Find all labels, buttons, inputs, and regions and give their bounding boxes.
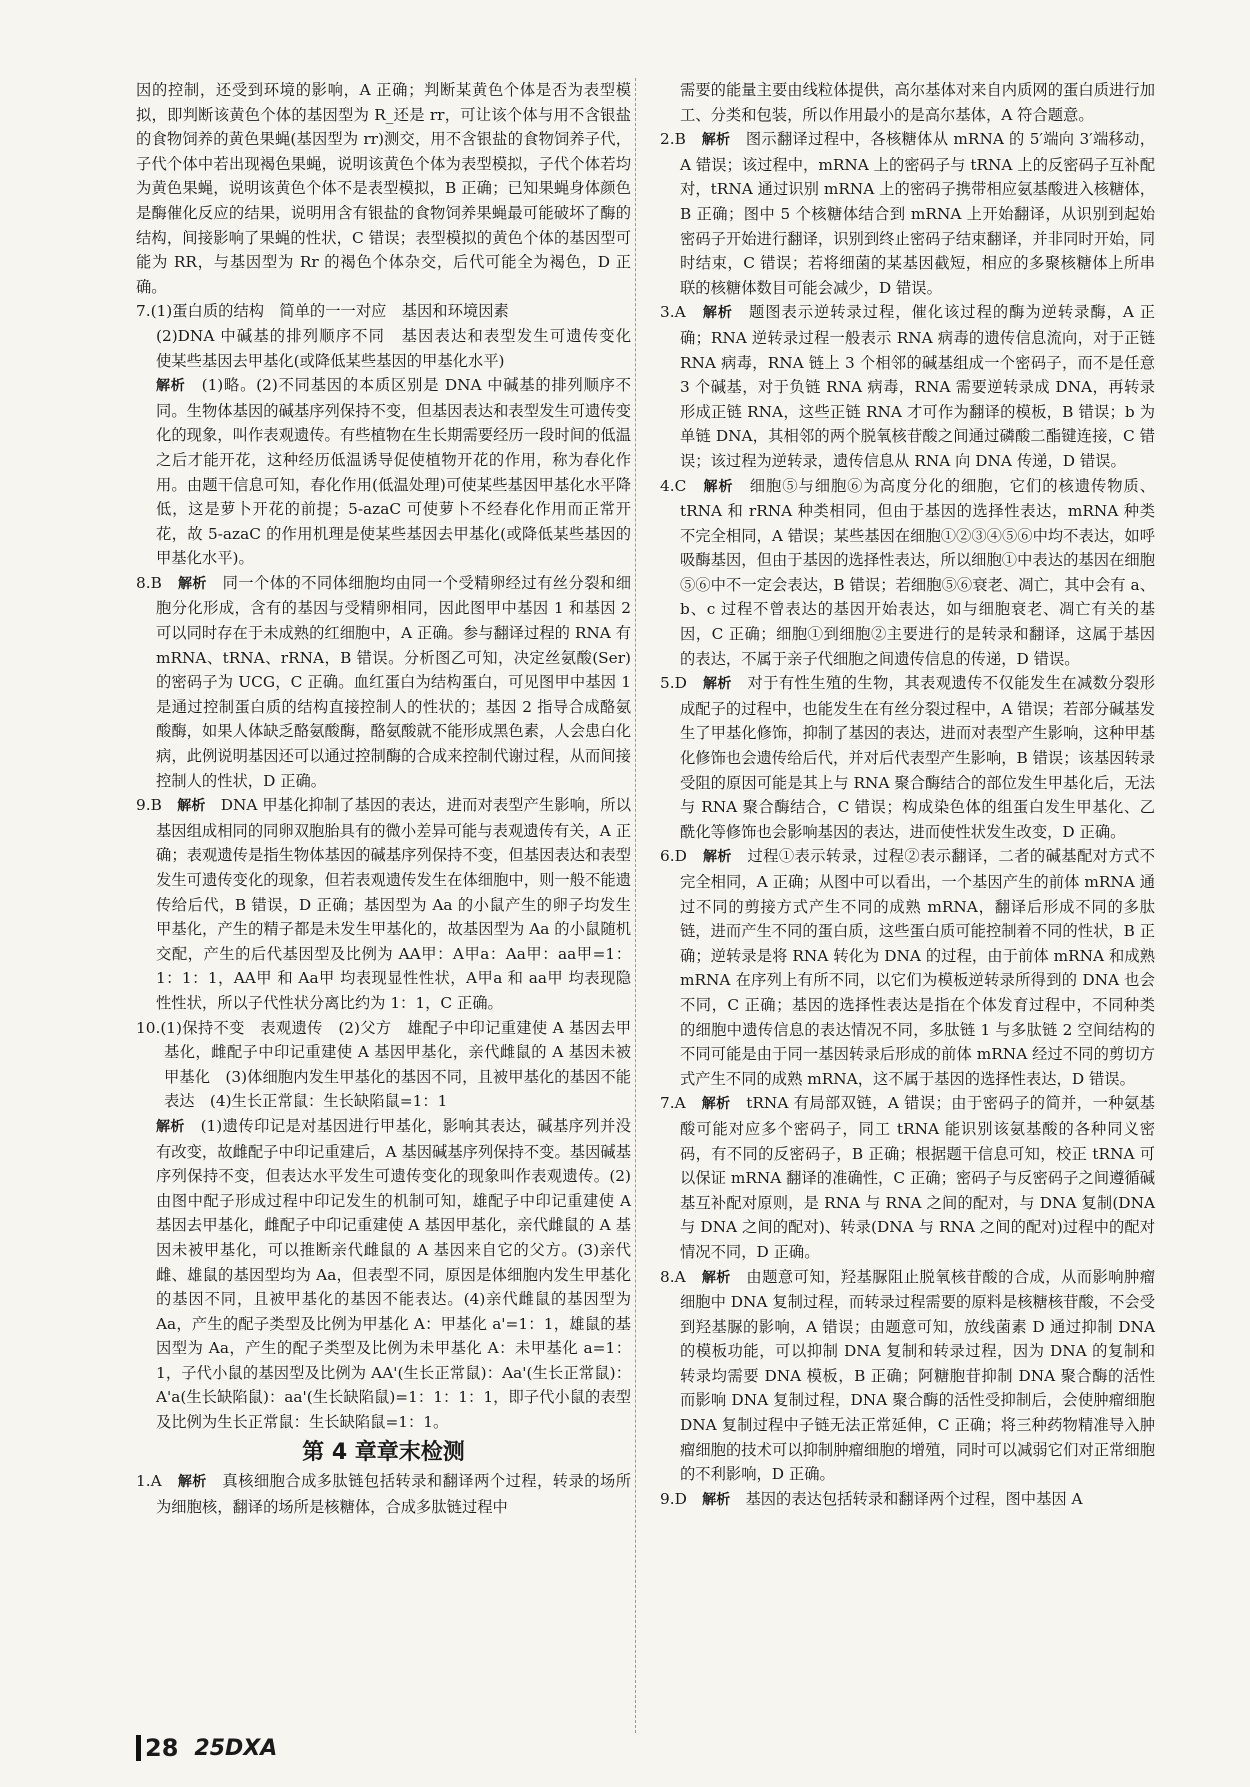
page-footer	[136, 1734, 277, 1762]
analysis-label: 解析	[177, 798, 206, 815]
analysis-label: 解析	[701, 1096, 731, 1113]
left-column	[136, 78, 647, 1519]
paragraph	[136, 78, 631, 299]
analysis-label: 解析	[156, 1118, 185, 1135]
section-title	[136, 1441, 631, 1466]
analysis-label: 解析	[178, 575, 207, 592]
answer-label: 9.D	[660, 1489, 703, 1508]
paragraph-text: 7.(1)蛋白质的结构 简单的一一对应 基因和环境因素	[136, 302, 509, 321]
answer-label: 7.A	[660, 1094, 702, 1113]
paragraph-text: 真核细胞合成多肽链包括转录和翻译两个过程，转录的场所为细胞核，翻译的场所是核糖体，合成多肽链过程中	[156, 1472, 631, 1516]
paragraph-text: (2)DNA 中碱基的排列顺序不同 基因表达和表型发生可遗传变化 使某些基因去甲基化(或降低某些基因的甲基化水平)	[156, 326, 647, 370]
paragraph-text: 图示翻译过程中，各核糖体从 mRNA 的 5′端向 3′端移动，A 错误；该过程中，mRNA 上的密码子与 tRNA 上的反密码子互补配对，tRNA 通过识别 mRNA 上的密码子携带相应氨基酸进入核糖体，B 正确；图中 5 个核糖体结合到 mRNA 上开始翻译，从识别到起始密码子开始进行翻译，识别到终止密码子结束翻译，并非同时开始，同时结束，C 错误；若将细菌的某基因截短，相应的多聚核糖体上所串联的核糖体数目可能会减少，D 错误。	[680, 130, 1155, 297]
paragraph-text: 第 4 章章末检测	[302, 1439, 465, 1465]
paragraph-text: 同一个体的不同体细胞均由同一个受精卵经过有丝分裂和细胞分化形成，含有的基因与受精卵相同，因此图甲中基因 1 和基因 2 可以同时存在于未成熟的红细胞中，A 正确。参与翻译过程的 RNA 有 mRNA、tRNA、rRNA，B 错误。分析图乙可知，决定丝氨酸(Ser)的密码子为 UCG，C 正确。血红蛋白为结构蛋白，可见图甲中基因 1 是通过控制蛋白质的结构直接控制人的性状的；基因 2 指导合成酪氨酸酶，如果人体缺乏酪氨酸酶，酪氨酸就不能形成黑色素，人会患白化病，此例说明基因还可以通过控制酶的合成来控制代谢过程，从而间接控制人的性状，D 正确。	[156, 573, 631, 790]
paragraph-text: 因的控制，还受到环境的影响，A 正确；判断某黄色个体是否为表型模拟，即判断该黄色个体的基因型为 R_还是 rr，可让该个体与用不含银盐的食物饲养的黄色果蝇(基因型为 rr)测交，用不含银盐的食物饲养子代，子代个体中若出现褐色果蝇，说明该黄色个体为表型模拟，子代个体若均为黄色果蝇，说明该黄色个体不是表型模拟，B 正确；已知果蝇身体颜色是酶催化反应的结果，说明用含有银盐的食物饲养果蝇最可能破坏了酶的结构，间接影响了果蝇的性状，C 错误；表型模拟的黄色个体的基因型可能为 RR，与基因型为 Rr 的褐色个体杂交，后代可能全为褐色，D 正确。	[136, 81, 631, 296]
paragraph-text: DNA 甲基化抑制了基因的表达，进而对表型产生影响，所以基因组成相同的同卵双胞胎具有的微小差异可能与表观遗传有关，A 正确；表观遗传是指生物体基因的碱基序列保持不变，但基因表达和表型发生可遗传变化的现象，但若表观遗传发生在体细胞中，则一般不能遗传给后代，B 错误，D 正确；基因型为 Aa 的小鼠产生的卵子均发生甲基化，产生的精子都是未发生甲基化的，故基因型为 Aa 的小鼠随机交配，产生的后代基因型及比例为 AA甲：A甲a：Aa甲：aa甲=1：1：1：1，AA甲 和 Aa甲 均表现显性性状，A甲a 和 aa甲 均表现隐性性状，所以子代性状分离比约为 1：1，C 正确。	[156, 796, 632, 1012]
paragraph-text: 题图表示逆转录过程，催化该过程的酶为逆转录酶，A 正确；RNA 逆转录过程一般表示 RNA 病毒的遗传信息流向，对于正链 RNA 病毒，RNA 链上 3 个相邻的碱基组成一个密码子，而不是任意 3 个碱基，对于负链 RNA 病毒，RNA 需要逆转录成 DNA，再转录形成正链 RNA，这些正链 RNA 才可作为翻译的模板，B 错误；b 为单链 DNA，其相邻的两个脱氧核苷酸之间通过磷酸二酯键连接，C 错误；该过程为逆转录，遗传信息从 RNA 向 DNA 传递，D 错误。	[680, 303, 1155, 470]
analysis-label: 解析	[702, 849, 732, 866]
paragraph	[660, 671, 1155, 844]
paragraph-text: (1)遗传印记是对基因进行甲基化，影响其表达，碱基序列并没有改变，故雌配子中印记重建后，A 基因碱基序列保持不变。基因碱基序列保持不变，但表达水平发生可遗传变化的现象叫作表观遗传。(2)由图中配子形成过程中印记发生的机制可知，雄配子中印记重建使 A 基因去甲基化，雌配子中印记重建使 A 基因甲基化，亲代雌鼠的 A 基因未被甲基化，可以推断亲代雌鼠的 A 基因来自它的父方。(3)亲代雌、雄鼠的基因型均为 Aa，但表型不同，原因是体细胞内发生甲基化的基因不同，且被甲基化的基因不能表达。(4)亲代雌鼠的基因型为 Aa，产生的配子类型及比例为甲基化 A：甲基化 a'=1：1，雄鼠的基因型为 Aa，产生的配子类型及比例为未甲基化 A：未甲基化 a=1：1，子代小鼠的基因型及比例为 AA'(生长正常鼠)：Aa'(生长正常鼠)：A'a(生长缺陷鼠)：aa'(生长缺陷鼠)=1：1：1：1，即子代小鼠的表型及比例为生长正常鼠：生长缺陷鼠=1：1。	[156, 1116, 632, 1432]
answer-label: 1.A	[136, 1472, 178, 1491]
analysis-label: 解析	[703, 478, 734, 495]
column-divider	[635, 78, 636, 1733]
paragraph	[136, 793, 631, 1015]
paragraph-text: 需要的能量主要由线粒体提供，高尔基体对来自内质网的蛋白质进行加工、分类和包装，所以作用最小的是高尔基体，A 符合题意。	[680, 81, 1155, 124]
paragraph-text: 细胞⑤与细胞⑥为高度分化的细胞，它们的核遗传物质、tRNA 和 rRNA 种类相同，但由于基因的选择性表达，mRNA 种类不完全相同，A 错误；某些基因在细胞①②③④⑤⑥中均不表达，如呼吸酶基因，但由于基因的选择性表达，所以细胞①中表达的基因在细胞⑤⑥中不一定会表达，B 错误；若细胞⑤⑥衰老、凋亡，其中会有 a、b、c 过程不曾表达的基因开始表达，如与细胞衰老、凋亡有关的基因，C 正确；细胞①到细胞②主要进行的是转录和翻译，这属于基因的表达，不属于亲子代细胞之间遗传信息的传递，D 错误。	[680, 476, 1155, 668]
paragraph-text: 由题意可知，羟基脲阻止脱氧核苷酸的合成，从而影响肿瘤细胞中 DNA 复制过程，而转录过程需要的原料是核糖核苷酸，不会受到羟基脲的影响，A 错误；由题意可知，放线菌素 D 通过抑制 DNA 的模板功能，可以抑制 DNA 复制和转录过程，因为 DNA 的复制和转录均需要 DNA 模板，B 正确；阿糖胞苷抑制 DNA 聚合酶的活性而影响 DNA 复制过程，DNA 聚合酶的活性受抑制后，会使肿瘤细胞 DNA 复制过程中子链无法正常延伸，C 正确；将三种药物精准导入肿瘤细胞的技术可以抑制肿瘤细胞的增殖，同时可以减弱它们对正常细胞的不利影响，D 正确。	[680, 1267, 1155, 1484]
analysis-label: 解析	[156, 378, 186, 395]
paragraph	[660, 474, 1155, 672]
paragraph	[136, 373, 631, 571]
answer-label: 8.B	[136, 573, 178, 592]
analysis-label: 解析	[702, 305, 733, 322]
right-column	[660, 78, 1155, 1512]
answer-label: 6.D	[660, 847, 703, 866]
analysis-label: 解析	[177, 1474, 207, 1491]
answer-label: 9.B	[136, 796, 178, 815]
analysis-label: 解析	[701, 132, 731, 149]
paragraph	[660, 1487, 1155, 1513]
answer-label: 8.A	[660, 1267, 702, 1286]
page-number: 28	[145, 1734, 179, 1762]
paragraph	[660, 300, 1155, 473]
paragraph	[136, 1469, 631, 1519]
paragraph-text: tRNA 有局部双链，A 错误；由于密码子的简并，一种氨基酸可能对应多个密码子，同工 tRNA 能识别该氨基酸的各种同义密码，有不同的反密码子，B 正确；根据题干信息可知，校正 tRNA 可以保证 mRNA 翻译的准确性，C 正确；密码子与反密码子之间遵循碱基互补配对原则，是 RNA 与 RNA 之间的配对，与 DNA 复制(DNA 与 DNA 之间的配对)、转录(DNA 与 RNA 之间的配对)过程中的配对情况不同，D 正确。	[680, 1094, 1155, 1261]
paragraph-text: 过程①表示转录，过程②表示翻译，二者的碱基配对方式不完全相同，A 正确；从图中可以看出，一个基因产生的前体 mRNA 通过不同的剪接方式产生不同的成熟 mRNA，翻译后形成不同的多肽链，进而产生不同的蛋白质，这些蛋白质可能控制着不同的性状，B 正确；逆转录是将 RNA 转化为 DNA 的过程，由于前体 mRNA 和成熟 mRNA 在序列上有所不同，以它们为模板逆转录所得到的 DNA 也会不同，C 正确；基因的选择性表达是指在个体发育过程中，不同种类的细胞中遗传信息的表达情况不同，多肽链 1 与多肽链 2 空间结构的不同可能是由于同一基因转录后形成的前体 mRNA 经过不同的剪切方式产生不同的成熟 mRNA，这不属于基因的选择性表达，D 错误。	[680, 847, 1156, 1088]
paragraph-text: 10.(1)保持不变 表观遗传 (2)父方 雄配子中印记重建使 A 基因去甲基化，雌配子中印记重建使 A 基因甲基化，亲代雌鼠的 A 基因未被甲基化 (3)体细胞内发生甲基化的基因不同，且被甲基化的基因不能表达 (4)生长正常鼠：生长缺陷鼠=1：1	[136, 1018, 631, 1111]
analysis-label: 解析	[702, 1491, 731, 1508]
answer-label: 2.B	[660, 130, 702, 149]
paragraph-text: (1)略。(2)不同基因的本质区别是 DNA 中碱基的排列顺序不同。生物体基因的碱基序列保持不变，但基因表达和表型发生可遗传变化的现象，叫作表观遗传。有些植物在生长期需要经历一段时间的低温之后才能开花，这种经历低温诱导促使植物开花的作用，称为春化作用。由题干信息可知，春化作用(低温处理)可使某些基因甲基化水平降低，这是萝卜开花的前提；5-azaC 可使萝卜不经春化作用而正常开花，故 5-azaC 的作用机理是使某些基因去甲基化(或降低某些基因的甲基化水平)。	[156, 376, 632, 568]
answer-label: 3.A	[660, 303, 703, 322]
paragraph	[136, 324, 647, 373]
paragraph	[136, 1016, 631, 1114]
page-number-bar	[136, 1735, 141, 1761]
paragraph	[136, 571, 631, 793]
paragraph-text: 对于有性生殖的生物，其表观遗传不仅能发生在减数分裂形成配子的过程中，也能发生在有丝分裂过程中，A 错误；若部分碱基发生了甲基化修饰，抑制了基因的表达，进而对表型产生影响，这种甲基化修饰也会遗传给后代，并对后代表型产生影响，B 错误；该基因转录受阻的原因可能是其上与 RNA 聚合酶结合的部位发生甲基化后，无法与 RNA 聚合酶结合，C 错误；构成染色体的组蛋白发生甲基化、乙酰化等修饰也会影响基因的表达，进而使性状发生改变，D 正确。	[680, 674, 1156, 841]
analysis-label: 解析	[702, 676, 732, 693]
answer-label: 5.D	[660, 674, 703, 693]
paragraph-text: 基因的表达包括转录和翻译两个过程，图中基因 A	[730, 1489, 1083, 1508]
paragraph	[660, 78, 1155, 127]
paragraph	[660, 1091, 1155, 1264]
analysis-label: 解析	[701, 1269, 731, 1286]
answer-label: 4.C	[660, 476, 704, 495]
paragraph	[660, 844, 1155, 1091]
brand-logo: 25DXA	[194, 1735, 278, 1761]
paragraph	[660, 1265, 1155, 1487]
paragraph	[660, 127, 1155, 300]
paragraph	[136, 1114, 631, 1435]
paragraph	[136, 299, 631, 324]
